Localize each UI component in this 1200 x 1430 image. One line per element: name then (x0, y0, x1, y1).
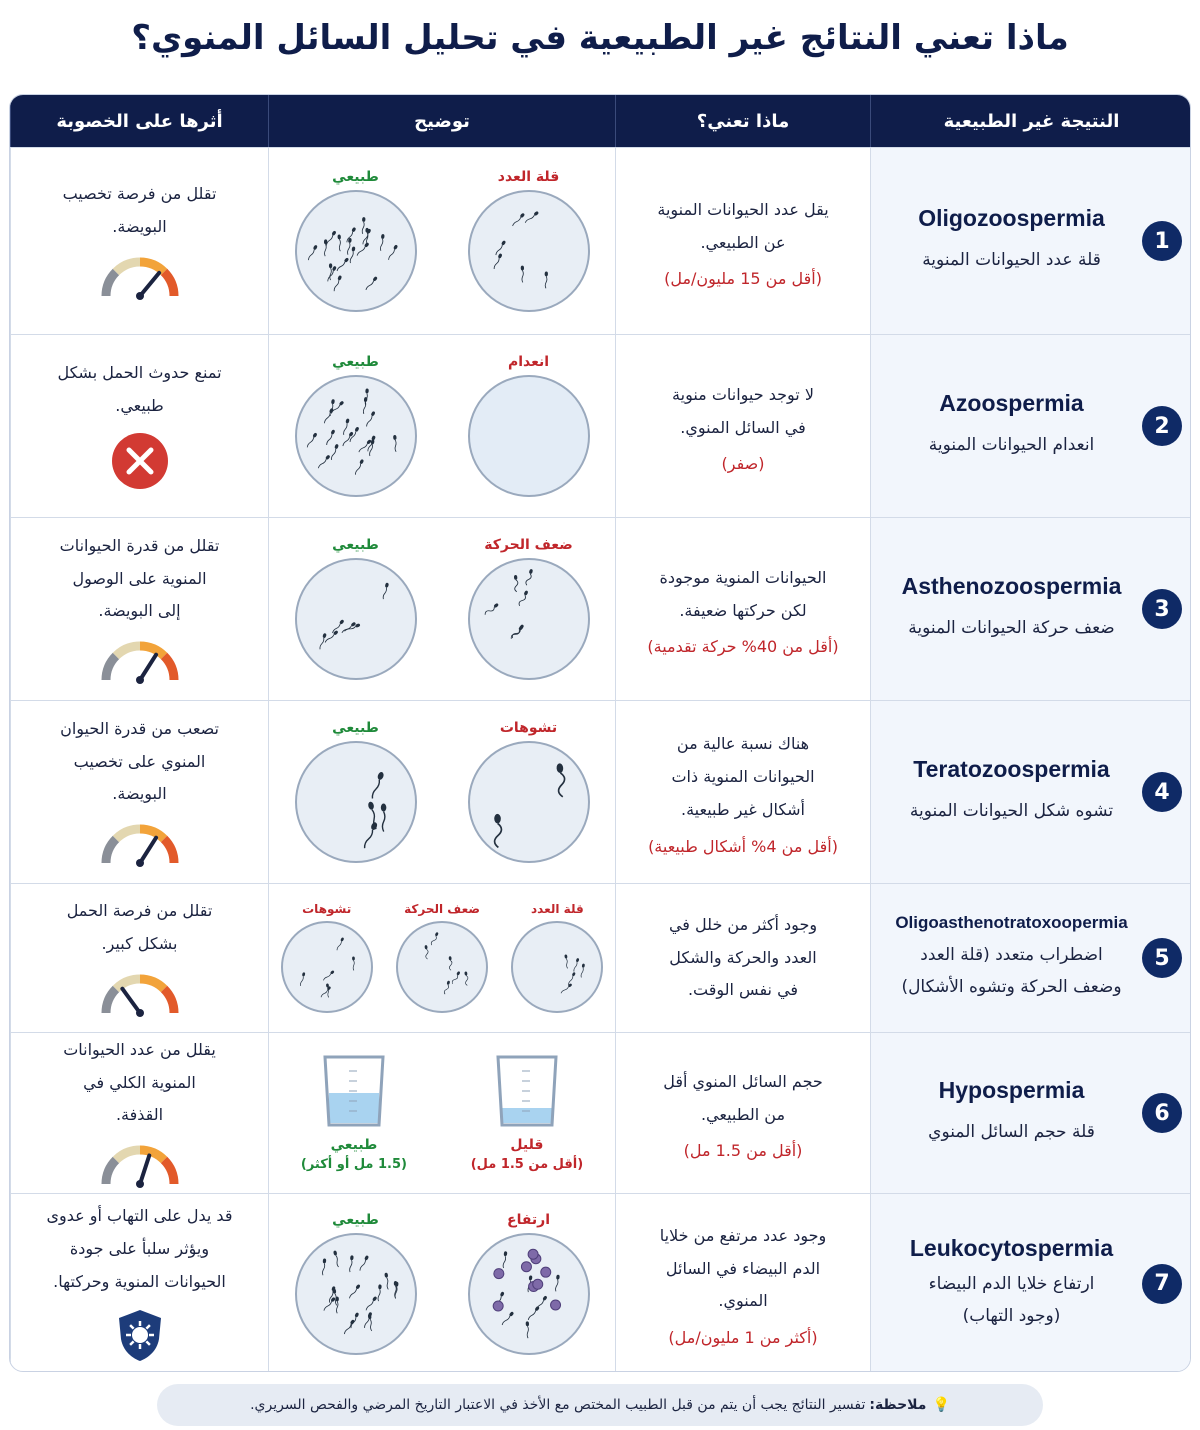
illustration-item (294, 1212, 418, 1356)
meaning-text (663, 1066, 823, 1132)
effect-line: القذفة. (115, 1105, 164, 1125)
row-number-badge: 2 (1142, 406, 1182, 446)
illustration-group (269, 354, 615, 498)
effect-line: يقلل من عدد الحيوانات (63, 1039, 216, 1059)
criterion-value: (أقل من 40% حركة تقدمية) (647, 637, 839, 657)
meaning-line: المنوي. (718, 1291, 768, 1311)
criterion-value: (صفر) (721, 454, 765, 474)
effect-icon-wrap (98, 636, 182, 688)
effect-text (37, 1200, 243, 1298)
latin-term: Oligoasthenotratoxoopermia (895, 912, 1128, 932)
effect-line: إلى البويضة. (98, 601, 181, 621)
illustration-label: طبيعي (330, 1136, 378, 1153)
fertility-gauge-icon (98, 252, 182, 300)
illustration-item (471, 1051, 583, 1176)
arabic-term-line: ارتفاع خلايا الدم البيضاء (928, 1273, 1095, 1294)
table-row (10, 700, 1191, 883)
illustration-group (269, 169, 615, 313)
petri-dish (467, 557, 591, 681)
illustration-item (294, 169, 418, 313)
arabic-term-line: اضطراب متعدد (قلة العدد (920, 944, 1103, 965)
effect-line: بشكل كبير. (101, 934, 178, 953)
meaning-line: يقل عدد الحيوانات المنوية (657, 199, 829, 219)
effect-text (47, 357, 231, 423)
volume-sublabel: (1.5 مل أو أكثر) (300, 1156, 407, 1172)
footer-note (157, 1384, 1043, 1426)
latin-term: Oligozoospermia (918, 205, 1105, 232)
page-title: ماذا تعني النتائج غير الطبيعية في تحليل السائل المنوي؟ (131, 18, 1069, 58)
illustration-group (269, 1051, 615, 1176)
criterion-value: (أقل من 4% أشكال طبيعية) (648, 836, 838, 856)
meaning-line: هناك نسبة عالية من (676, 734, 810, 754)
effect-line: ويؤثر سلبأ على جودة (69, 1239, 210, 1259)
effect-line: البويضة. (112, 784, 167, 804)
illustration-item (467, 169, 591, 313)
illustration-label: قلة العدد (497, 169, 560, 185)
meaning-text (657, 194, 828, 260)
effect-text (53, 178, 227, 244)
row-number-badge: 6 (1142, 1093, 1182, 1133)
effect-icon-wrap (110, 431, 170, 495)
illustration-label: ضعف الحركة (484, 537, 573, 553)
petri-dish (395, 920, 489, 1014)
effect-text (57, 895, 223, 961)
shield-virus-icon (115, 1307, 165, 1363)
meaning-line: وجود أكثر من خلل في (668, 914, 818, 934)
beaker-icon (492, 1051, 562, 1131)
arabic-term: ضعف حركة الحيوانات المنوية (908, 618, 1115, 639)
petri-dish (510, 920, 604, 1014)
effect-line: تصعب من قدرة الحيوان (60, 718, 219, 738)
effect-line: تقلل من فرصة تخصيب (62, 184, 217, 204)
meaning-line: من الطبيعي. (700, 1104, 786, 1124)
petri-dish (467, 189, 591, 313)
effect-text (53, 1034, 226, 1132)
petri-dish (467, 1232, 591, 1356)
illustration-label: طبيعي (332, 537, 379, 553)
effect-line: المنوي على تخصيب (73, 751, 206, 771)
meaning-text (669, 909, 817, 1007)
illustration-label: ارتفاع (507, 1211, 551, 1228)
illustration-item (294, 720, 418, 864)
fertility-gauge-icon (98, 1140, 182, 1188)
criterion-value: (أكثر من 1 مليون/مل) (668, 1328, 818, 1348)
abnormal-result-cell (870, 1033, 1191, 1193)
table-row (10, 517, 1191, 700)
meaning-text (660, 562, 827, 628)
effect-icon-wrap (98, 252, 182, 304)
illustration-label: طبيعي (332, 720, 379, 736)
fertility-effect-cell (10, 1033, 268, 1193)
illustration-label: انعدام (507, 354, 550, 370)
effect-icon-wrap (115, 1307, 165, 1367)
meaning-cell (615, 335, 870, 517)
effect-icon-wrap (98, 1140, 182, 1192)
criterion-value: (أقل من 1.5 مل) (683, 1141, 803, 1161)
note-label: ملاحظة: (869, 1397, 927, 1413)
meaning-line: في السائل المنوي. (680, 417, 806, 437)
latin-term: Teratozoospermia (913, 756, 1110, 783)
illustration-label: قلة العدد (531, 902, 584, 916)
arabic-term: تشوه شكل الحيوانات المنوية (909, 801, 1114, 822)
meaning-cell (615, 518, 870, 700)
effect-line: الحيوانات المنوية وحركتها. (53, 1271, 226, 1291)
row-number-badge: 3 (1142, 589, 1182, 629)
arabic-term: قلة حجم السائل المنوي (928, 1122, 1095, 1143)
effect-icon-wrap (98, 819, 182, 871)
illustration-group (269, 902, 615, 1014)
table-header (10, 95, 1191, 147)
arabic-term-line: وضعف الحركة وتشوه الأشكال) (901, 977, 1122, 997)
meaning-cell (615, 884, 870, 1032)
illustration-item (467, 537, 591, 681)
abnormal-result-cell (870, 1194, 1191, 1372)
header-meaning: ماذا تعني؟ (615, 95, 870, 147)
illustration-label: طبيعي (332, 1211, 379, 1228)
effect-icon-wrap (98, 969, 182, 1021)
x-icon (110, 431, 170, 491)
illustration-label: ضعف الحركة (404, 902, 480, 916)
illustration-item (395, 902, 489, 1014)
header-abnormal-result: النتيجة غير الطبيعية (870, 95, 1191, 147)
effect-line: طبيعي. (115, 396, 164, 415)
illustration-item (294, 537, 418, 681)
meaning-line: الحيوانات المنوية ذات (671, 767, 815, 787)
meaning-cell (615, 1033, 870, 1193)
illustration-item (467, 1212, 591, 1356)
meaning-text (672, 379, 814, 445)
row-number-badge: 4 (1142, 772, 1182, 812)
effect-line: المنوية الكلي في (83, 1072, 196, 1092)
illustration-item (467, 720, 591, 864)
fertility-gauge-icon (98, 819, 182, 867)
row-number-badge: 5 (1142, 938, 1182, 978)
illustration-group (269, 720, 615, 864)
effect-line: تقلل من فرصة الحمل (66, 901, 213, 921)
fertility-effect-cell (10, 1194, 268, 1372)
effect-line: تقلل من قدرة الحيوانات (59, 535, 220, 555)
illustration-label: تشوهات (499, 720, 558, 736)
petri-dish (294, 1232, 418, 1356)
fertility-effect-cell (10, 335, 268, 517)
table-row (10, 883, 1191, 1032)
row-number-badge: 7 (1142, 1264, 1182, 1304)
illustration-label: قليل (510, 1136, 544, 1153)
fertility-gauge-icon (98, 636, 182, 684)
fertility-effect-cell (10, 884, 268, 1032)
abnormal-result-cell (870, 701, 1191, 883)
petri-dish (294, 374, 418, 498)
illustration-item (467, 354, 591, 498)
results-table (9, 94, 1191, 1372)
abnormal-result-cell (870, 148, 1191, 334)
illustration-cell (268, 701, 615, 883)
illustration-label: طبيعي (332, 169, 379, 185)
meaning-line: لا توجد حيوانات منوية (672, 384, 814, 404)
table-row (10, 334, 1191, 517)
meaning-line: الدم البيضاء في السائل (665, 1258, 821, 1278)
meaning-cell (615, 701, 870, 883)
meaning-text (660, 1220, 826, 1318)
latin-term: Hypospermia (938, 1077, 1085, 1104)
table-row (10, 147, 1191, 334)
effect-line: قد يدل على التهاب أو عدوى (46, 1206, 233, 1226)
table-row (10, 1032, 1191, 1193)
effect-line: البويضة. (112, 217, 167, 236)
effect-line: المنوية على الوصول (72, 568, 207, 588)
meaning-text (671, 728, 814, 826)
lightbulb-icon: 💡 (932, 1397, 950, 1413)
arabic-term: انعدام الحيوانات المنوية (928, 435, 1095, 456)
meaning-line: في نفس الوقت. (687, 980, 799, 1000)
effect-text (50, 530, 230, 628)
petri-dish (467, 740, 591, 864)
illustration-item (510, 902, 604, 1014)
illustration-cell (268, 335, 615, 517)
abnormal-result-cell (870, 518, 1191, 700)
meaning-cell (615, 1194, 870, 1372)
illustration-item (301, 1051, 407, 1176)
note-text: تفسير النتائج يجب أن يتم من قبل الطبيب المختص مع الأخذ في الاعتبار التاريخ المرضي والفحص السريري. (250, 1397, 866, 1413)
header-fertility-effect: أثرها على الخصوبة (10, 95, 268, 147)
illustration-cell (268, 1033, 615, 1193)
illustration-cell (268, 884, 615, 1032)
illustration-group (269, 1212, 615, 1356)
illustration-item (280, 902, 374, 1014)
arabic-term (929, 1268, 1095, 1333)
meaning-line: أشكال غير طبيعية. (681, 799, 805, 819)
table-row (10, 1193, 1191, 1372)
petri-dish (467, 374, 591, 498)
effect-text (50, 713, 229, 811)
meaning-line: لكن حركتها ضعيفة. (679, 600, 807, 620)
illustration-cell (268, 518, 615, 700)
latin-term: Azoospermia (939, 390, 1084, 417)
abnormal-result-cell (870, 335, 1191, 517)
arabic-term (901, 939, 1121, 1004)
fertility-effect-cell (10, 518, 268, 700)
illustration-group (269, 537, 615, 681)
effect-line: تمنع حدوث الحمل بشكل (57, 363, 222, 383)
meaning-line: الحيوانات المنوية موجودة (659, 567, 827, 587)
petri-dish (280, 920, 374, 1014)
header-illustration: توضيح (268, 95, 615, 147)
illustration-label: تشوهات (302, 902, 352, 916)
latin-term: Asthenozoospermia (901, 573, 1122, 600)
fertility-effect-cell (10, 701, 268, 883)
illustration-cell (268, 1194, 615, 1372)
arabic-term-line: (وجود التهاب) (962, 1306, 1061, 1326)
meaning-cell (615, 148, 870, 334)
meaning-line: عن الطبيعي. (700, 232, 786, 252)
abnormal-result-cell (870, 884, 1191, 1032)
criterion-value: (أقل من 15 مليون/مل) (664, 269, 822, 289)
fertility-effect-cell (10, 148, 268, 334)
arabic-term: قلة عدد الحيوانات المنوية (922, 250, 1101, 271)
illustration-item (294, 354, 418, 498)
illustration-cell (268, 148, 615, 334)
meaning-line: وجود عدد مرتفع من خلايا (659, 1225, 827, 1245)
meaning-line: العدد والحركة والشكل (669, 947, 817, 967)
petri-dish (294, 740, 418, 864)
meaning-line: حجم السائل المنوي أقل (663, 1071, 823, 1091)
volume-sublabel: (أقل من 1.5 مل) (470, 1156, 584, 1172)
petri-dish (294, 189, 418, 313)
illustration-label: طبيعي (332, 354, 379, 370)
latin-term: Leukocytospermia (909, 1234, 1114, 1261)
petri-dish (294, 557, 418, 681)
fertility-gauge-icon (98, 969, 182, 1017)
row-number-badge: 1 (1142, 221, 1182, 261)
beaker-icon (319, 1051, 389, 1131)
